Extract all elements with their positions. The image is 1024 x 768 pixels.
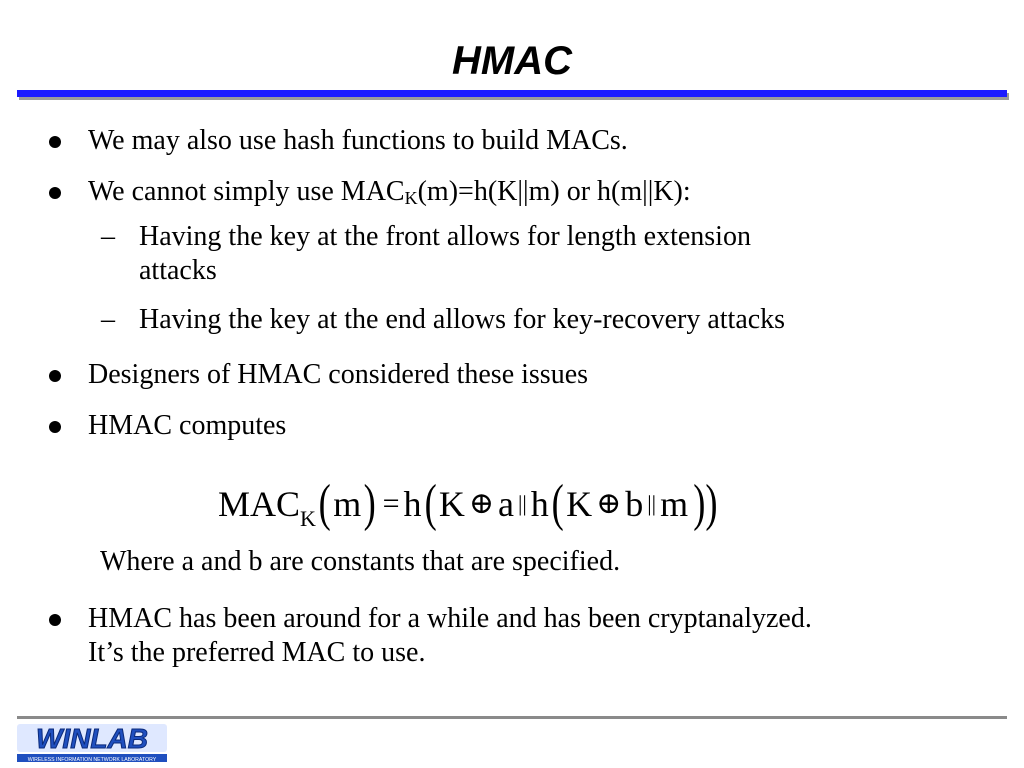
sub-bullet-1-line-1: Having the key at the front allows for length extension (139, 221, 751, 252)
bullet-2-text-post: (m)=h(K||m) or h(m||K): (417, 176, 691, 207)
bullet-2-subscript: K (404, 188, 418, 208)
formula-rparen: ) (363, 474, 376, 532)
formula-equals: = (382, 486, 400, 520)
bullet-dot-icon (49, 421, 61, 433)
winlab-logo (17, 722, 167, 764)
formula-lparen: ( (318, 474, 331, 532)
slide-title: HMAC (452, 39, 572, 83)
sub-bullet-1-line-2: attacks (139, 255, 217, 286)
formula-m: m (333, 483, 362, 524)
sub-bullet-1 (101, 220, 751, 288)
winlab-logo-wordmark: WINLAB (36, 723, 148, 754)
sub-bullet-2 (101, 303, 786, 337)
footer-divider (17, 716, 1007, 719)
formula-h-outer: h (403, 483, 422, 524)
bullet-5-line-2: It’s the preferred MAC to use. (88, 637, 426, 668)
formula-k-2: K (566, 483, 593, 524)
title-divider (17, 90, 1007, 97)
formula-lparen-inner: ( (551, 474, 564, 532)
formula-mac: MAC (218, 483, 301, 524)
bullet-dot-icon (49, 370, 61, 382)
bullet-dot-icon (49, 187, 61, 199)
hmac-formula (218, 470, 723, 530)
dash-icon: – (101, 221, 115, 252)
bullet-dot-icon (49, 614, 61, 626)
winlab-logo-tagline: WIRELESS INFORMATION NETWORK LABORATORY (27, 757, 157, 763)
formula-a: a (497, 483, 514, 524)
formula-xor-1: ⊕ (468, 486, 494, 520)
winlab-logo-mark (17, 723, 167, 763)
bullet-5 (88, 602, 812, 670)
bullet-4-text: HMAC computes (88, 410, 287, 441)
sub-bullet-2-text: Having the key at the end allows for key-recovery attacks (139, 304, 786, 335)
bullet-dot-icon (49, 136, 61, 148)
bullet-1 (88, 124, 628, 158)
bullet-2-text-pre: We cannot simply use MAC (88, 176, 405, 207)
formula-k-1: K (438, 483, 465, 524)
bullet-5-line-1: HMAC has been around for a while and has been cryptanalyzed. (88, 603, 812, 634)
bullet-3 (88, 358, 588, 392)
formula-b: b (625, 483, 644, 524)
dash-icon: – (101, 304, 115, 335)
bullet-4 (88, 409, 286, 443)
formula-concat-2: || (647, 490, 657, 516)
bullet-2 (88, 175, 691, 215)
formula-xor-2: ⊕ (596, 486, 622, 520)
formula-concat-1: || (517, 490, 527, 516)
formula-lparen-outer: ( (424, 474, 437, 532)
bullet-1-text: We may also use hash functions to build MACs. (88, 125, 628, 156)
formula-closing-parens: )) (693, 474, 718, 532)
formula-h-inner: h (530, 483, 549, 524)
where-note: Where a and b are constants that are specified. (100, 546, 621, 577)
formula-m-inner: m (660, 483, 689, 524)
bullet-3-text: Designers of HMAC considered these issues (88, 359, 589, 390)
formula-subscript-k: K (300, 506, 316, 531)
